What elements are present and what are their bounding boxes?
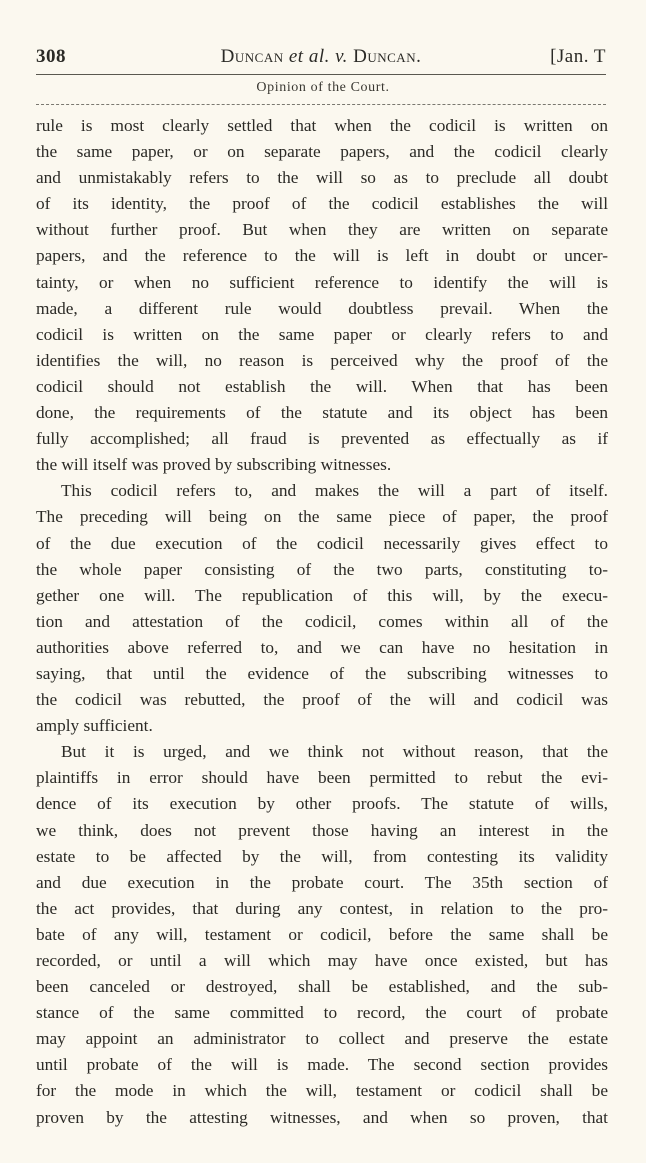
text-line: tainty, or when no sufficient reference to identify the will is [36,272,608,292]
opinion-text [36,113,608,1131]
text-line: saying, that until the evidence of the subscribing witnesses to [36,663,608,683]
text-line: identifies the will, no reason is perceived why the proof of the [36,350,608,370]
text-line: of its identity, the proof of the codicil establishes the will [36,194,608,214]
page-header [36,46,606,76]
running-title-party1: Duncan [220,46,284,67]
text-line: until probate of the will is made. The second section provides [36,1055,608,1075]
text-line: plaintiffs in error should have been permitted to rebut the evi- [36,768,608,788]
text-line: tion and attestation of the codicil, comes within all of the [36,611,608,631]
text-line: estate to be affected by the will, from contesting its validity [36,846,608,866]
text-line: the codicil was rebutted, the proof of the will and codicil was [36,690,608,710]
text-line: the will itself was proved by subscribing witnesses. [36,455,392,475]
running-title-party2: Duncan. [353,46,422,67]
text-line: papers, and the reference to the will is left in doubt or uncer- [36,246,608,266]
text-line: gether one will. The republication of this will, by the execu- [36,585,608,605]
text-line: the act provides, that during any contest, in relation to the pro- [36,898,608,918]
text-line: amply sufficient. [36,716,153,736]
page-number: 308 [36,46,66,67]
text-line: stance of the same committed to record, the court of probate [36,1003,608,1023]
text-line: done, the requirements of the statute and its object has been [36,403,608,423]
text-line: the whole paper consisting of the two parts, constituting to- [36,559,608,579]
text-line: But it is urged, and we think not without reason, that the [61,742,608,762]
text-line: authorities above referred to, and we can have no hesitation in [36,637,608,657]
text-line: without further proof. But when they are written on separate [36,220,608,240]
text-line: been canceled or destroyed, shall be established, and the sub- [36,977,608,997]
running-title [36,46,606,68]
subheading-rule [36,104,606,105]
text-line: of the due execution of the codicil necessarily gives effect to [36,533,608,553]
text-line: dence of its execution by other proofs. The statute of wills, [36,794,608,814]
text-line: bate of any will, testament or codicil, before the same shall be [36,924,608,944]
section-subheading: Opinion of the Court. [256,80,390,95]
text-line: we think, does not prevent those having an interest in the [36,820,608,840]
text-line: codicil should not establish the will. When that has been [36,376,608,396]
text-line: The preceding will being on the same piece of paper, the proof [36,507,608,527]
running-title-versus: v. [335,46,348,67]
court-term: [Jan. T [550,46,606,67]
text-line: the same paper, or on separate papers, and the codicil clearly [36,142,608,162]
text-line: recorded, or until a will which may have once existed, but has [36,951,608,970]
text-line: rule is most clearly settled that when the codicil is written on [36,116,608,135]
text-line: codicil is written on the same paper or clearly refers to and [36,324,608,344]
text-line: fully accomplished; all fraud is prevented as effectually as if [36,429,608,449]
header-rule [36,74,606,75]
text-line: made, a different rule would doubtless prevail. When the [36,298,608,318]
text-line: and unmistakably refers to the will so as to preclude all doubt [36,168,608,188]
text-line: for the mode in which the will, testament or codicil shall be [36,1081,608,1101]
text-line: may appoint an administrator to collect and preserve the estate [36,1029,608,1049]
text-line: and due execution in the probate court. The 35th section of [36,872,608,892]
text-line: This codicil refers to, and makes the will a part of itself. [61,481,608,501]
text-line: proven by the attesting witnesses, and when so proven, that [36,1107,608,1127]
running-title-et-al: et al. [288,46,330,67]
